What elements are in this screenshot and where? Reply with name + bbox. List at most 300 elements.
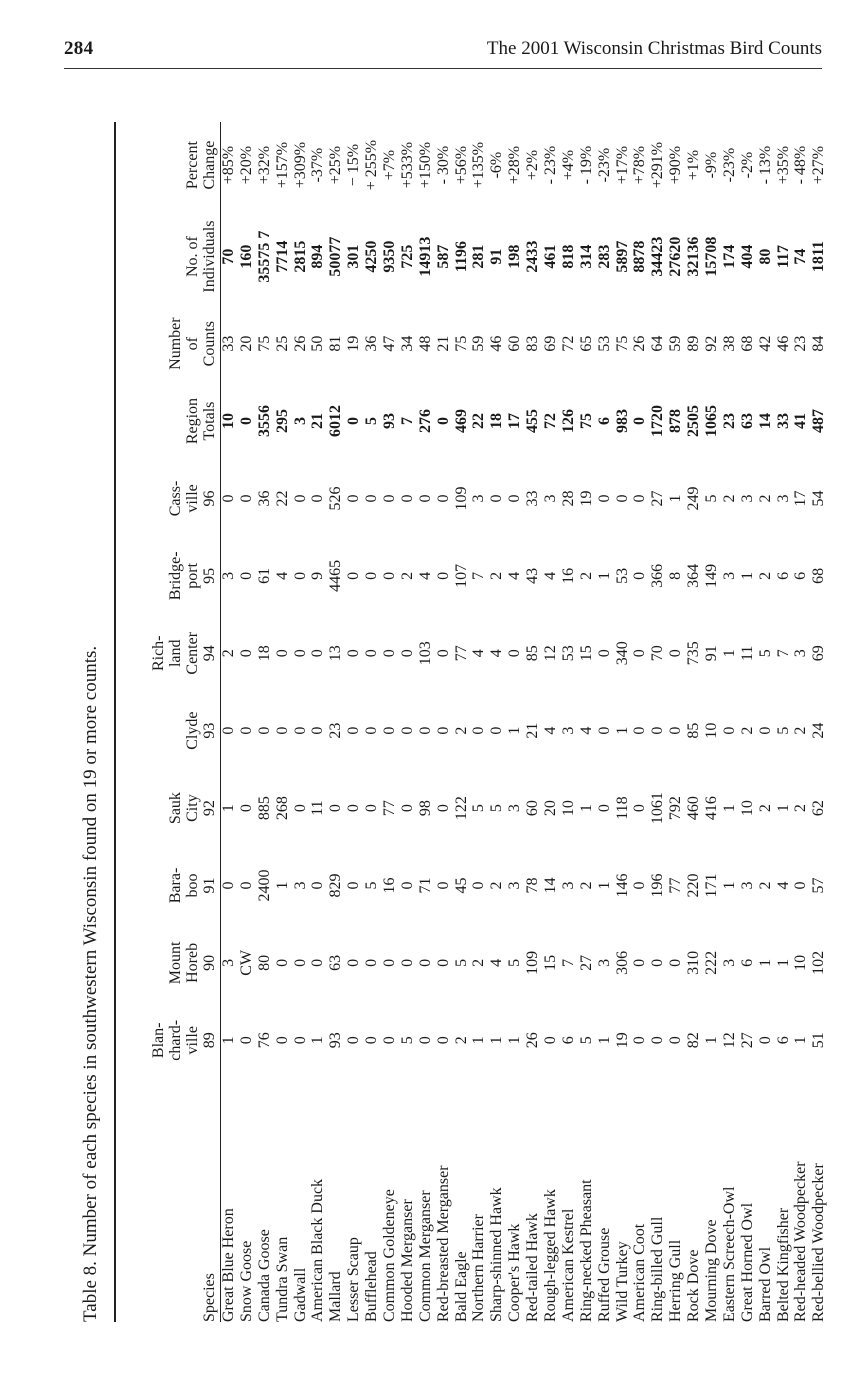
- count-cell: 2: [452, 726, 470, 735]
- count-cell: 0: [363, 804, 381, 813]
- count-cell: 0: [291, 494, 309, 503]
- column-header-line: No. of: [184, 236, 201, 277]
- count-cell: +309%: [291, 141, 309, 189]
- count-cell: 2: [756, 571, 774, 580]
- count-cell: 16: [559, 567, 577, 584]
- count-cell: 314: [577, 244, 595, 269]
- count-cell: 18: [488, 413, 506, 430]
- count-cell: 487: [810, 409, 828, 434]
- count-cell: 1: [667, 494, 685, 503]
- count-cell: 306: [613, 950, 631, 975]
- count-cell: 21: [524, 722, 542, 739]
- count-cell: 3: [219, 571, 237, 580]
- count-cell: 174: [720, 244, 738, 269]
- count-cell: 366: [649, 563, 667, 588]
- table-header-rule: [220, 122, 221, 1322]
- count-cell: 42: [756, 335, 774, 352]
- table-row: [685, 122, 703, 1322]
- count-cell: 2: [452, 1036, 470, 1045]
- count-cell: - 19%: [577, 145, 595, 185]
- species-name-cell: Red-headed Woodpecker: [792, 1161, 810, 1322]
- count-cell: 69: [541, 335, 559, 352]
- count-cell: 6: [774, 1036, 792, 1045]
- count-cell: 0: [434, 958, 452, 967]
- count-cell: 0: [363, 649, 381, 658]
- count-cell: 33: [774, 413, 792, 430]
- species-name-cell: Sharp-shinned Hawk: [488, 1187, 506, 1322]
- column-header-line: Individuals: [201, 220, 218, 293]
- count-cell: 1: [720, 804, 738, 813]
- count-cell: - 48%: [792, 145, 810, 185]
- count-cell: 0: [363, 726, 381, 735]
- table-row: [506, 122, 524, 1322]
- count-cell: 0: [291, 958, 309, 967]
- count-cell: 18: [255, 645, 273, 662]
- count-cell: 0: [398, 726, 416, 735]
- table-row: [578, 122, 596, 1322]
- count-cell: 69: [810, 645, 828, 662]
- count-cell: -9%: [702, 151, 720, 179]
- count-cell: 85: [524, 645, 542, 662]
- count-cell: 340: [613, 641, 631, 666]
- column-header-line: Center: [184, 631, 201, 675]
- count-cell: 0: [291, 1036, 309, 1045]
- count-cell: 0: [398, 958, 416, 967]
- count-cell: 75: [577, 413, 595, 430]
- count-cell: 0: [631, 1036, 649, 1045]
- column-header: [116, 615, 220, 692]
- count-cell: 0: [363, 571, 381, 580]
- count-cell: -2%: [738, 151, 756, 179]
- count-cell: 13: [327, 645, 345, 662]
- count-cell: 60: [524, 800, 542, 817]
- count-cell: 0: [595, 649, 613, 658]
- count-cell: 0: [345, 417, 363, 426]
- count-cell: 68: [810, 567, 828, 584]
- table-row: [363, 122, 381, 1322]
- count-cell: 3: [541, 494, 559, 503]
- count-cell: 70: [649, 645, 667, 662]
- count-cell: 0: [631, 649, 649, 658]
- count-cell: 1: [702, 1036, 720, 1045]
- count-cell: 3: [506, 804, 524, 813]
- count-cell: 4465: [327, 559, 345, 592]
- count-cell: -6%: [488, 151, 506, 179]
- count-cell: -23%: [720, 147, 738, 183]
- count-cell: 0: [380, 649, 398, 658]
- count-cell: 4250: [363, 240, 381, 273]
- column-header: [116, 208, 220, 305]
- count-cell: 0: [613, 494, 631, 503]
- count-cell: 64: [649, 335, 667, 352]
- count-cell: 196: [649, 873, 667, 898]
- count-cell: 6: [792, 571, 810, 580]
- table-row: [631, 122, 649, 1322]
- column-header-line: City: [184, 794, 201, 822]
- count-cell: 22: [470, 413, 488, 430]
- count-cell: 0: [309, 649, 327, 658]
- table-row: [649, 122, 667, 1322]
- species-name-cell: Red-bellied Woodpecker: [810, 1163, 828, 1322]
- table-row: [524, 122, 542, 1322]
- count-cell: 20: [237, 335, 255, 352]
- count-cell: 6: [738, 958, 756, 967]
- count-cell: 0: [470, 726, 488, 735]
- count-cell: 0: [327, 804, 345, 813]
- count-cell: 0: [488, 726, 506, 735]
- column-header-line: 96: [201, 490, 218, 507]
- count-cell: +7%: [380, 149, 398, 181]
- page-number: 284: [64, 38, 94, 59]
- count-cell: 0: [667, 649, 685, 658]
- species-name-cell: Ruffed Grouse: [595, 1227, 613, 1322]
- count-cell: 9350: [380, 240, 398, 273]
- column-header: [116, 924, 220, 1001]
- column-header-line: Blan-: [150, 1022, 167, 1059]
- count-cell: − 15%: [345, 143, 363, 187]
- count-cell: 6012: [327, 405, 345, 438]
- count-cell: 526: [327, 486, 345, 511]
- count-cell: 0: [309, 494, 327, 503]
- count-cell: 23: [327, 722, 345, 739]
- count-cell: 1: [595, 881, 613, 890]
- count-cell: 885: [255, 796, 273, 821]
- count-cell: 146: [613, 873, 631, 898]
- count-cell: 0: [541, 1036, 559, 1045]
- count-cell: 89: [685, 335, 703, 352]
- count-cell: 0: [273, 1036, 291, 1045]
- column-header-line: 92: [201, 800, 218, 817]
- header-rule: [64, 68, 822, 69]
- count-cell: 0: [255, 726, 273, 735]
- count-cell: 19: [613, 1032, 631, 1049]
- count-cell: 5897: [613, 240, 631, 273]
- count-cell: 14: [541, 877, 559, 894]
- table-row: [542, 122, 560, 1322]
- count-cell: 23: [792, 335, 810, 352]
- count-cell: 84: [810, 335, 828, 352]
- count-cell: 10: [702, 722, 720, 739]
- count-cell: 68: [738, 335, 756, 352]
- count-cell: 8: [667, 571, 685, 580]
- count-cell: 0: [380, 726, 398, 735]
- count-cell: +32%: [255, 145, 273, 185]
- count-cell: 4: [577, 726, 595, 735]
- count-cell: 160: [237, 244, 255, 269]
- count-cell: 364: [685, 563, 703, 588]
- count-cell: 0: [631, 958, 649, 967]
- table-row: [757, 122, 775, 1322]
- column-header-line: land: [167, 639, 184, 668]
- count-cell: 9: [309, 571, 327, 580]
- count-cell: CW: [237, 950, 255, 976]
- count-cell: 0: [595, 726, 613, 735]
- count-cell: 10: [738, 800, 756, 817]
- count-cell: 91: [702, 645, 720, 662]
- count-cell: 222: [702, 950, 720, 975]
- species-name-cell: Common Merganser: [416, 1190, 434, 1322]
- column-header: [116, 122, 220, 208]
- count-cell: 0: [345, 881, 363, 890]
- count-cell: 3: [219, 958, 237, 967]
- count-cell: 4: [541, 726, 559, 735]
- column-header-line: Totals: [201, 401, 218, 441]
- table-row: [470, 122, 488, 1322]
- table-row: [309, 122, 327, 1322]
- table-body: [220, 122, 828, 1322]
- count-cell: 7: [559, 958, 577, 967]
- count-cell: 45: [452, 877, 470, 894]
- count-cell: 792: [667, 796, 685, 821]
- count-cell: 35575 7: [255, 230, 273, 283]
- table-row: [453, 122, 471, 1322]
- table-row: [560, 122, 578, 1322]
- column-header: [116, 769, 220, 846]
- count-cell: 0: [667, 1036, 685, 1045]
- species-name-cell: Great Horned Owl: [738, 1202, 756, 1322]
- species-name-cell: Hooded Merganser: [398, 1199, 416, 1322]
- count-cell: 0: [434, 417, 452, 426]
- count-cell: 6: [774, 571, 792, 580]
- count-cell: 1: [756, 958, 774, 967]
- count-cell: 0: [345, 726, 363, 735]
- count-cell: 70: [219, 248, 237, 265]
- count-cell: 98: [416, 800, 434, 817]
- count-cell: 404: [738, 244, 756, 269]
- count-cell: 50077: [327, 236, 345, 277]
- count-cell: 109: [452, 486, 470, 511]
- count-cell: 983: [613, 409, 631, 434]
- table-row: [327, 122, 345, 1322]
- count-cell: 283: [595, 244, 613, 269]
- count-cell: 103: [416, 641, 434, 666]
- count-cell: +27%: [810, 145, 828, 185]
- count-cell: 28: [559, 490, 577, 507]
- species-name-cell: Common Goldeneye: [380, 1189, 398, 1322]
- count-cell: 0: [398, 649, 416, 658]
- count-cell: 1: [488, 1036, 506, 1045]
- count-cell: 2: [398, 571, 416, 580]
- count-cell: 1: [738, 571, 756, 580]
- table-row: [274, 122, 292, 1322]
- count-cell: 0: [309, 958, 327, 967]
- column-header-line: 89: [201, 1032, 218, 1049]
- count-cell: 2: [756, 494, 774, 503]
- table-row: [220, 122, 238, 1322]
- count-cell: 34423: [649, 236, 667, 277]
- count-cell: 7: [398, 417, 416, 426]
- species-name-cell: Gadwall: [291, 1267, 309, 1322]
- count-cell: +85%: [219, 145, 237, 185]
- count-cell: - 13%: [756, 145, 774, 185]
- count-cell: 74: [792, 248, 810, 265]
- column-header: [116, 305, 220, 382]
- count-cell: 0: [291, 649, 309, 658]
- column-header-line: Sauk: [167, 792, 184, 825]
- count-cell: 15: [577, 645, 595, 662]
- species-name-cell: Canada Goose: [255, 1229, 273, 1322]
- count-cell: 43: [524, 567, 542, 584]
- count-cell: 53: [613, 567, 631, 584]
- count-cell: 19: [345, 335, 363, 352]
- count-cell: 0: [506, 494, 524, 503]
- count-cell: 1: [720, 649, 738, 658]
- count-cell: 92: [702, 335, 720, 352]
- count-cell: 0: [237, 571, 255, 580]
- count-cell: 0: [380, 958, 398, 967]
- count-cell: 3: [291, 417, 309, 426]
- count-cell: 16: [380, 877, 398, 894]
- count-cell: 15: [541, 954, 559, 971]
- count-cell: 1720: [649, 405, 667, 438]
- count-cell: +78%: [631, 145, 649, 185]
- count-cell: 22: [273, 490, 291, 507]
- count-cell: 93: [327, 1032, 345, 1049]
- count-cell: 0: [309, 726, 327, 735]
- count-cell: 60: [506, 335, 524, 352]
- count-cell: 2: [488, 571, 506, 580]
- count-cell: 21: [434, 335, 452, 352]
- table-row: [399, 122, 417, 1322]
- count-cell: 276: [416, 409, 434, 434]
- count-cell: +17%: [613, 145, 631, 185]
- count-cell: 0: [416, 1036, 434, 1045]
- species-name-cell: Rock Dove: [685, 1249, 703, 1322]
- count-cell: 5: [774, 726, 792, 735]
- count-cell: 0: [416, 726, 434, 735]
- count-cell: 109: [524, 950, 542, 975]
- count-cell: 0: [291, 571, 309, 580]
- count-cell: 1: [309, 1036, 327, 1045]
- count-cell: -23%: [595, 147, 613, 183]
- rotated-table-area: [80, 122, 840, 1322]
- count-cell: 0: [273, 649, 291, 658]
- count-cell: 5: [452, 958, 470, 967]
- count-cell: 1: [470, 1036, 488, 1045]
- count-cell: 1: [577, 804, 595, 813]
- count-cell: 0: [219, 726, 237, 735]
- column-header-line: 95: [201, 567, 218, 584]
- count-cell: 0: [434, 881, 452, 890]
- count-cell: 0: [345, 1036, 363, 1045]
- count-cell: 0: [434, 804, 452, 813]
- count-cell: 63: [327, 954, 345, 971]
- count-cell: 24: [810, 722, 828, 739]
- count-cell: 17: [506, 413, 524, 430]
- count-cell: 17: [792, 490, 810, 507]
- count-cell: 19: [577, 490, 595, 507]
- count-cell: 0: [273, 958, 291, 967]
- count-cell: 10: [559, 800, 577, 817]
- count-cell: +20%: [237, 145, 255, 185]
- count-cell: 53: [595, 335, 613, 352]
- count-cell: - 30%: [434, 145, 452, 185]
- count-cell: 2: [219, 649, 237, 658]
- species-name-cell: American Kestrel: [559, 1208, 577, 1322]
- count-cell: 301: [345, 244, 363, 269]
- count-cell: 0: [345, 649, 363, 658]
- count-cell: 2: [577, 881, 595, 890]
- table-row: [810, 122, 828, 1322]
- count-cell: 0: [416, 494, 434, 503]
- count-cell: 1: [219, 804, 237, 813]
- count-cell: 62: [810, 800, 828, 817]
- count-cell: 0: [667, 726, 685, 735]
- species-name-cell: Bufflehead: [363, 1251, 381, 1322]
- count-cell: 0: [380, 571, 398, 580]
- species-name-cell: Herring Gull: [667, 1239, 685, 1322]
- column-header-line: Change: [201, 140, 218, 190]
- count-cell: 469: [452, 409, 470, 434]
- count-cell: 7714: [273, 240, 291, 273]
- count-cell: 71: [416, 877, 434, 894]
- count-cell: 80: [255, 954, 273, 971]
- count-cell: 310: [685, 950, 703, 975]
- count-cell: 5: [470, 804, 488, 813]
- species-name-cell: Rough-legged Hawk: [541, 1189, 559, 1322]
- count-cell: 1: [792, 1036, 810, 1045]
- count-cell: 47: [380, 335, 398, 352]
- count-cell: 59: [470, 335, 488, 352]
- count-cell: 0: [237, 494, 255, 503]
- column-header: [116, 847, 220, 924]
- count-cell: 1811: [810, 241, 828, 273]
- count-cell: 829: [327, 873, 345, 898]
- table-row: [417, 122, 435, 1322]
- count-cell: 0: [273, 726, 291, 735]
- count-cell: 32136: [685, 236, 703, 277]
- species-name-cell: Cooper's Hawk: [506, 1223, 524, 1322]
- count-cell: 77: [380, 800, 398, 817]
- count-cell: +533%: [398, 141, 416, 189]
- column-header-line: Clyde: [184, 711, 201, 750]
- count-cell: 2: [470, 958, 488, 967]
- count-cell: 1196: [452, 241, 470, 273]
- count-cell: 1: [273, 881, 291, 890]
- count-cell: 455: [524, 409, 542, 434]
- count-cell: 3556: [255, 405, 273, 438]
- count-cell: 12: [541, 645, 559, 662]
- table-row: [793, 122, 811, 1322]
- count-cell: 735: [685, 641, 703, 666]
- count-cell: 10: [792, 954, 810, 971]
- species-name-cell: Great Blue Heron: [219, 1208, 237, 1322]
- species-name-cell: Belted Kingfisher: [774, 1207, 792, 1322]
- count-cell: 2505: [685, 405, 703, 438]
- count-cell: 281: [470, 244, 488, 269]
- count-cell: 0: [219, 494, 237, 503]
- species-name-cell: Lesser Scaup: [345, 1237, 363, 1322]
- count-cell: 78: [524, 877, 542, 894]
- count-cell: 249: [685, 486, 703, 511]
- count-cell: 12: [720, 1032, 738, 1049]
- table-row: [238, 122, 256, 1322]
- count-cell: 4: [416, 571, 434, 580]
- count-cell: 0: [363, 958, 381, 967]
- column-header-line: Region: [184, 397, 201, 445]
- count-cell: 21: [309, 413, 327, 430]
- count-cell: 2: [792, 804, 810, 813]
- table-row: [435, 122, 453, 1322]
- count-cell: 0: [398, 494, 416, 503]
- column-header-line: Number: [167, 317, 184, 370]
- count-cell: 1: [506, 1036, 524, 1045]
- count-cell: +135%: [470, 141, 488, 189]
- count-cell: 0: [345, 571, 363, 580]
- count-cell: 61: [255, 567, 273, 584]
- count-cell: 14: [756, 413, 774, 430]
- count-cell: 5: [488, 804, 506, 813]
